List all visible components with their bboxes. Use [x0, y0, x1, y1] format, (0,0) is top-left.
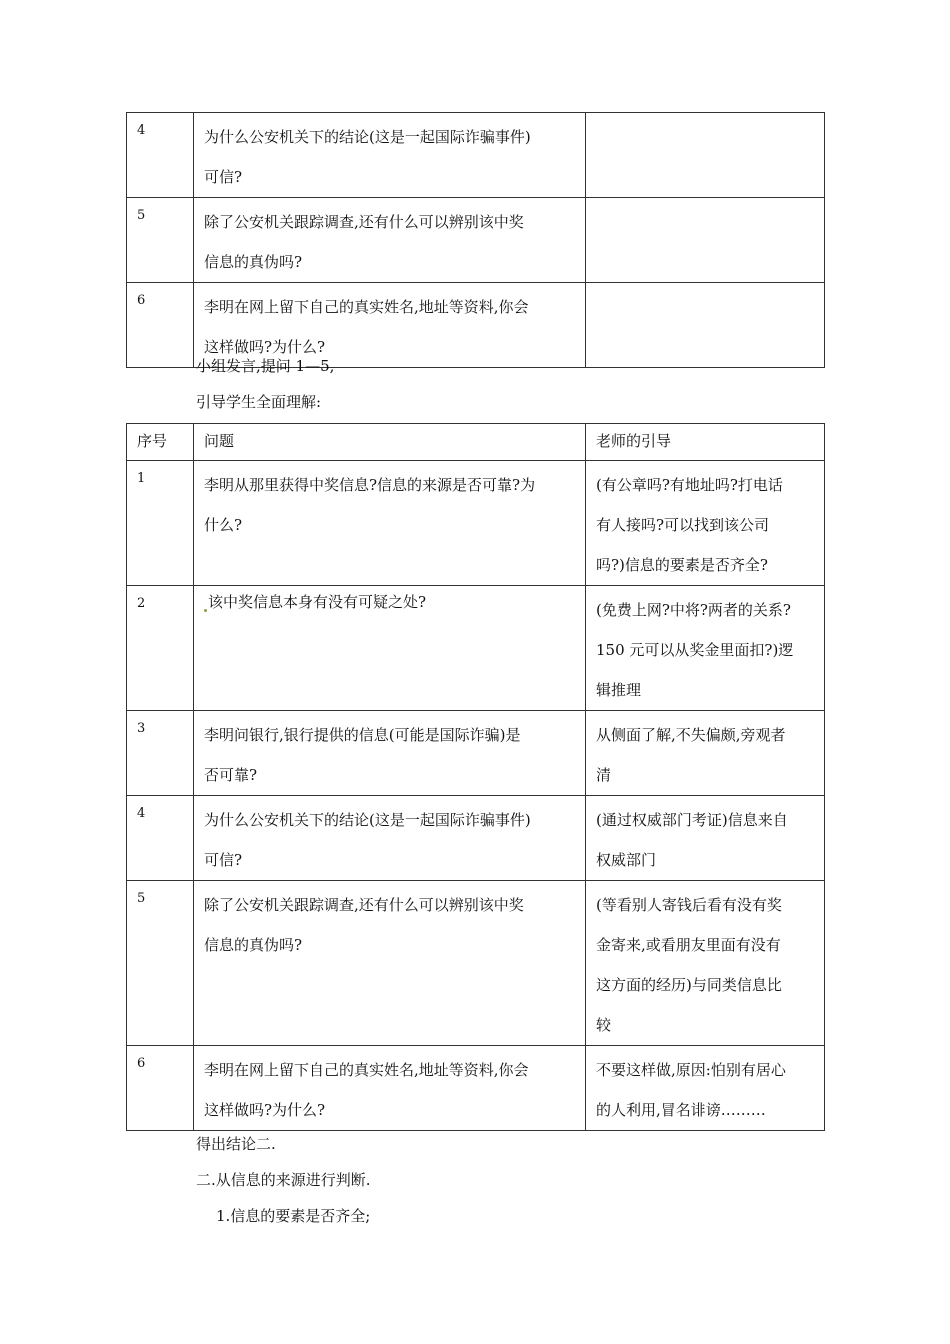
table-row	[127, 198, 825, 283]
question-cell: 为什么公安机关下的结论(这是一起国际诈骗事件) 可信?	[194, 796, 586, 881]
answer-cell	[586, 283, 825, 368]
question-cell: 李明问银行,银行提供的信息(可能是国际诈骗)是 否可靠?	[194, 711, 586, 796]
table-row	[127, 881, 825, 1046]
guidance-table	[126, 423, 825, 1131]
group-discussion-paragraph: 小组发言,提问 1—5,	[196, 357, 335, 375]
answer-cell: (通过权威部门考证)信息来自 权威部门	[586, 796, 825, 881]
answer-cell: 不要这样做,原因:怕别有居心 的人利用,冒名诽谤………	[586, 1046, 825, 1131]
ink-mark	[204, 609, 207, 612]
table-row	[127, 283, 825, 368]
question-cell: 除了公安机关跟踪调查,还有什么可以辨别该中奖 信息的真伪吗?	[194, 881, 586, 1046]
question-cell: 李明在网上留下自己的真实姓名,地址等资料,你会 这样做吗?为什么?	[194, 1046, 586, 1131]
guidance-paragraph: 引导学生全面理解:	[196, 393, 322, 411]
row-number: 1	[127, 461, 194, 586]
header-question: 问题	[194, 424, 586, 461]
answer-cell: 从侧面了解,不失偏颇,旁观者 清	[586, 711, 825, 796]
list-item: 1.信息的要素是否齐全;	[216, 1207, 371, 1225]
row-number: 4	[127, 113, 194, 198]
row-number: 6	[127, 283, 194, 368]
answer-cell	[586, 198, 825, 283]
answer-cell	[586, 113, 825, 198]
conclusion-paragraph: 得出结论二.	[196, 1135, 276, 1153]
question-cell: 李明在网上留下自己的真实姓名,地址等资料,你会 这样做吗?为什么?	[194, 283, 586, 368]
row-number: 4	[127, 796, 194, 881]
question-text: 该中奖信息本身有没有可疑之处?	[208, 593, 427, 611]
row-number: 5	[127, 881, 194, 1046]
table-row	[127, 796, 825, 881]
row-number: 5	[127, 198, 194, 283]
question-cell	[194, 586, 586, 711]
answer-cell: (有公章吗?有地址吗?打电话 有人接吗?可以找到该公司 吗?)信息的要素是否齐全?	[586, 461, 825, 586]
row-number: 2	[127, 586, 194, 711]
row-number: 6	[127, 1046, 194, 1131]
question-cell: 为什么公安机关下的结论(这是一起国际诈骗事件) 可信?	[194, 113, 586, 198]
question-table-continued	[126, 112, 825, 368]
header-teacher-guidance: 老师的引导	[586, 424, 825, 461]
table-row	[127, 586, 825, 711]
table-row	[127, 113, 825, 198]
header-number: 序号	[127, 424, 194, 461]
table-row	[127, 1046, 825, 1131]
question-cell: 李明从那里获得中奖信息?信息的来源是否可靠?为 什么?	[194, 461, 586, 586]
question-cell: 除了公安机关跟踪调查,还有什么可以辨别该中奖 信息的真伪吗?	[194, 198, 586, 283]
answer-cell: (免费上网?中将?两者的关系? 150 元可以从奖金里面扣?)逻 辑推理	[586, 586, 825, 711]
table-header-row	[127, 424, 825, 461]
table-row	[127, 711, 825, 796]
row-number: 3	[127, 711, 194, 796]
table-row	[127, 461, 825, 586]
section-heading: 二.从信息的来源进行判断.	[196, 1171, 371, 1189]
answer-cell: (等看别人寄钱后看有没有奖 金寄来,或看朋友里面有没有 这方面的经历)与同类信息比 较	[586, 881, 825, 1046]
